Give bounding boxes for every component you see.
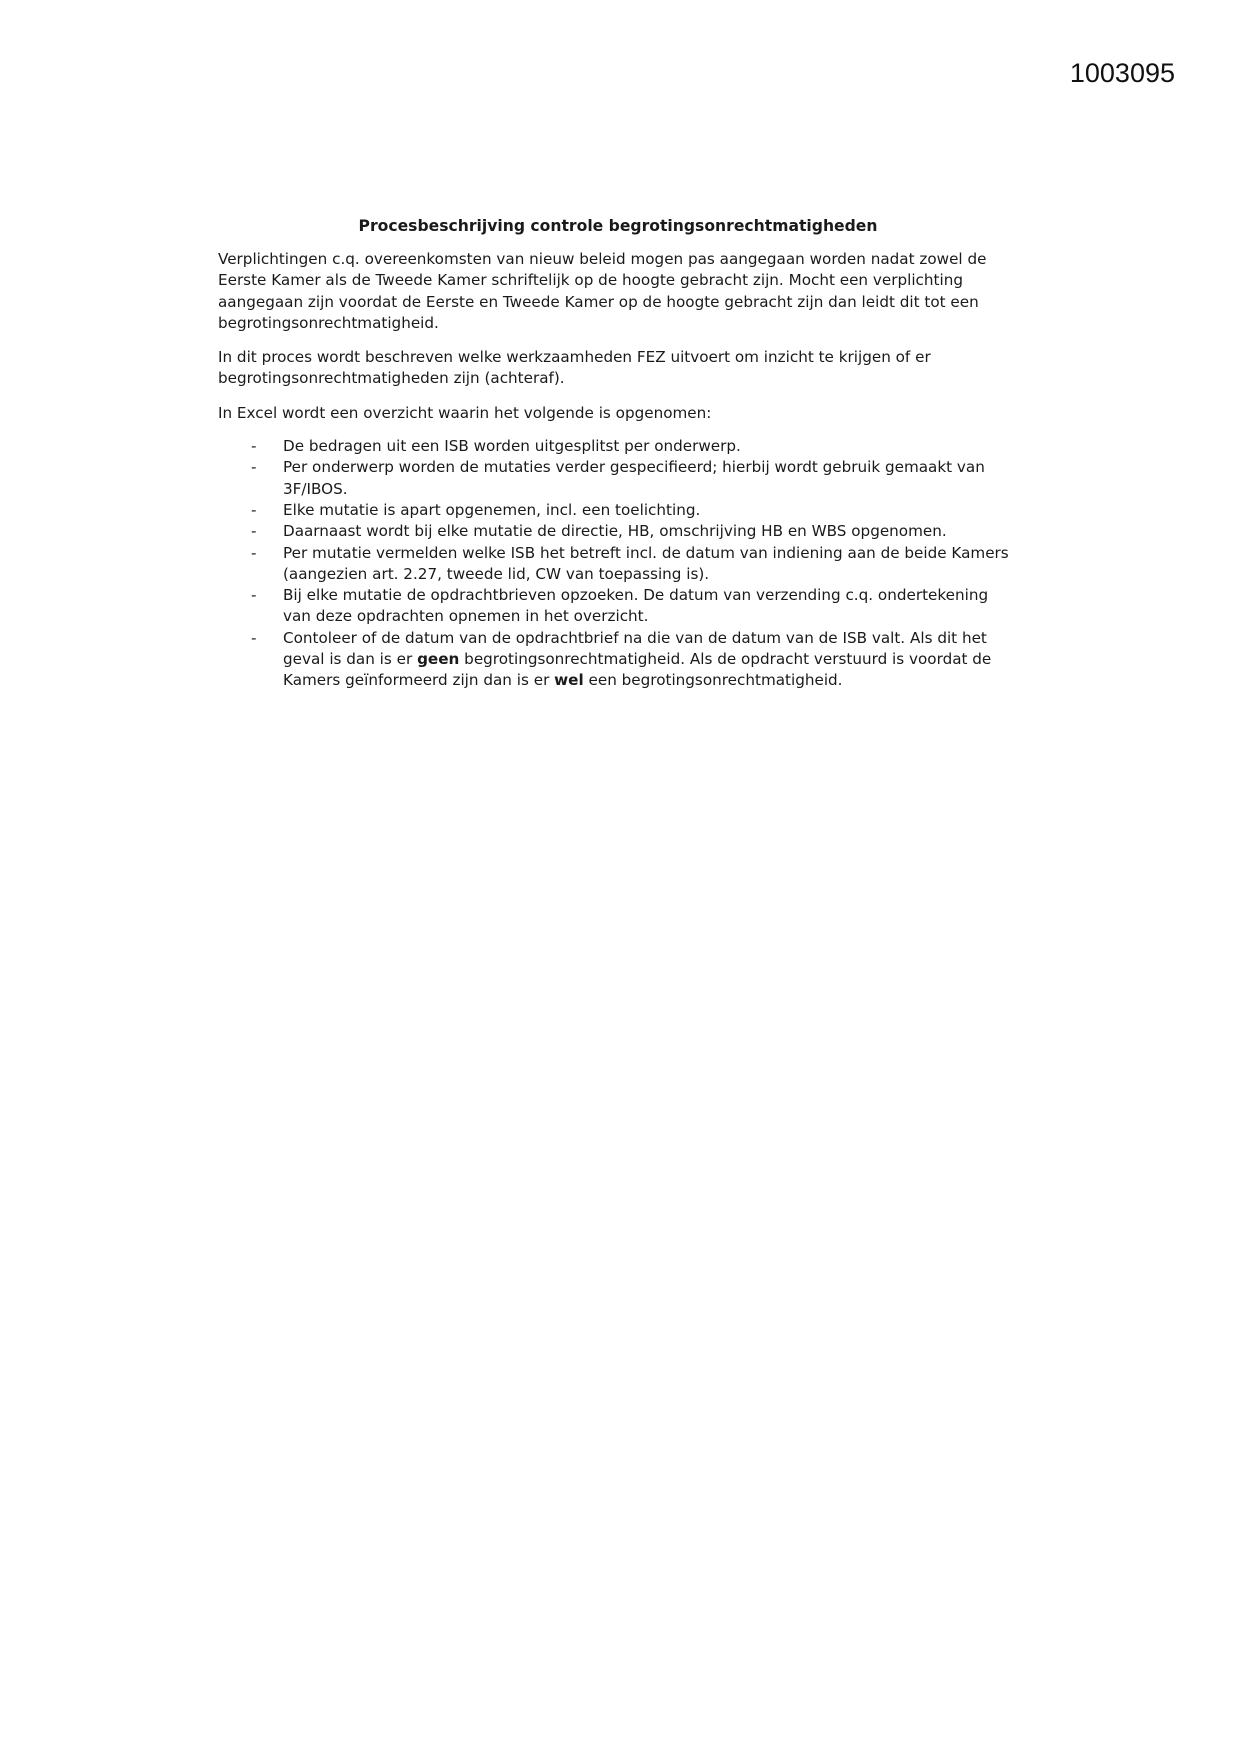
intro-paragraph: Verplichtingen c.q. overeenkomsten van nieuw beleid mogen pas aangegaan worden nadat zowel de Eerste Kamer als de Tweede Kamer schriftelijk op de hoogte gebracht zijn. Mocht een verplichting aangegaan zijn voordat de Eerste en Tweede Kamer op de hoogte gebracht zijn dan leidt dit tot een begrotingsonrechtmatigheid.	[218, 250, 987, 332]
list-item-text: Elke mutatie is apart opgenemen, incl. een toelichting.	[283, 500, 701, 519]
list-item	[218, 457, 1018, 500]
list-item-text: Per mutatie vermelden welke ISB het betreft incl. de datum van indiening aan de beide Kamers (aangezien art. 2.27, tweede lid, CW van toepassing is).	[283, 543, 1009, 583]
document-body	[218, 216, 1018, 692]
list-item-text: Bij elke mutatie de opdrachtbrieven opzoeken. De datum van verzending c.q. ondertekening van deze opdrachten opnemen in het overzicht.	[283, 586, 989, 626]
list-item	[218, 585, 1018, 628]
list-item	[218, 543, 1018, 586]
list-item	[218, 436, 1018, 457]
text-run: begrotingsonrechtmatigheid. Als de opdracht verstuurd is voordat de Kamers geïnformeerd zijn dan is er	[283, 650, 992, 690]
list-item-text: Per onderwerp worden de mutaties verder gespecifieerd; hierbij wordt gebruik gemaakt van 3F/IBOS.	[283, 458, 985, 498]
list-item-text: De bedragen uit een ISB worden uitgesplitst per onderwerp.	[283, 437, 741, 456]
list-item-text	[283, 629, 991, 690]
text-run: Contoleer of de datum van de opdrachtbrief na die van de datum van de ISB valt. Als dit het geval is dan is er	[283, 628, 987, 669]
emphasis-wel: wel	[554, 671, 584, 690]
excel-paragraph: In Excel wordt een overzicht waarin het volgende is opgenomen:	[218, 403, 712, 422]
bullet-marker: -	[251, 522, 257, 541]
list-item	[218, 628, 1018, 692]
list-item	[218, 521, 1018, 542]
bullet-marker: -	[251, 628, 257, 647]
overview-list	[218, 436, 1018, 692]
emphasis-geen: geen	[417, 650, 460, 669]
document-title: Procesbeschrijving controle begrotingsonrechtmatigheden	[358, 217, 878, 235]
bullet-marker: -	[251, 543, 257, 562]
bullet-marker: -	[251, 437, 257, 456]
text-run: een begrotingsonrechtmatigheid.	[583, 671, 843, 690]
bullet-marker: -	[251, 586, 257, 605]
process-paragraph: In dit proces wordt beschreven welke werkzaamheden FEZ uitvoert om inzicht te krijgen of er begrotingsonrechtmatigheden zijn (achteraf).	[218, 348, 931, 388]
bullet-marker: -	[251, 500, 257, 519]
bullet-marker: -	[251, 458, 257, 477]
list-item-text: Daarnaast wordt bij elke mutatie de directie, HB, omschrijving HB en WBS opgenomen.	[283, 522, 947, 541]
list-item	[218, 500, 1018, 521]
document-number: 1003095	[1069, 58, 1175, 88]
